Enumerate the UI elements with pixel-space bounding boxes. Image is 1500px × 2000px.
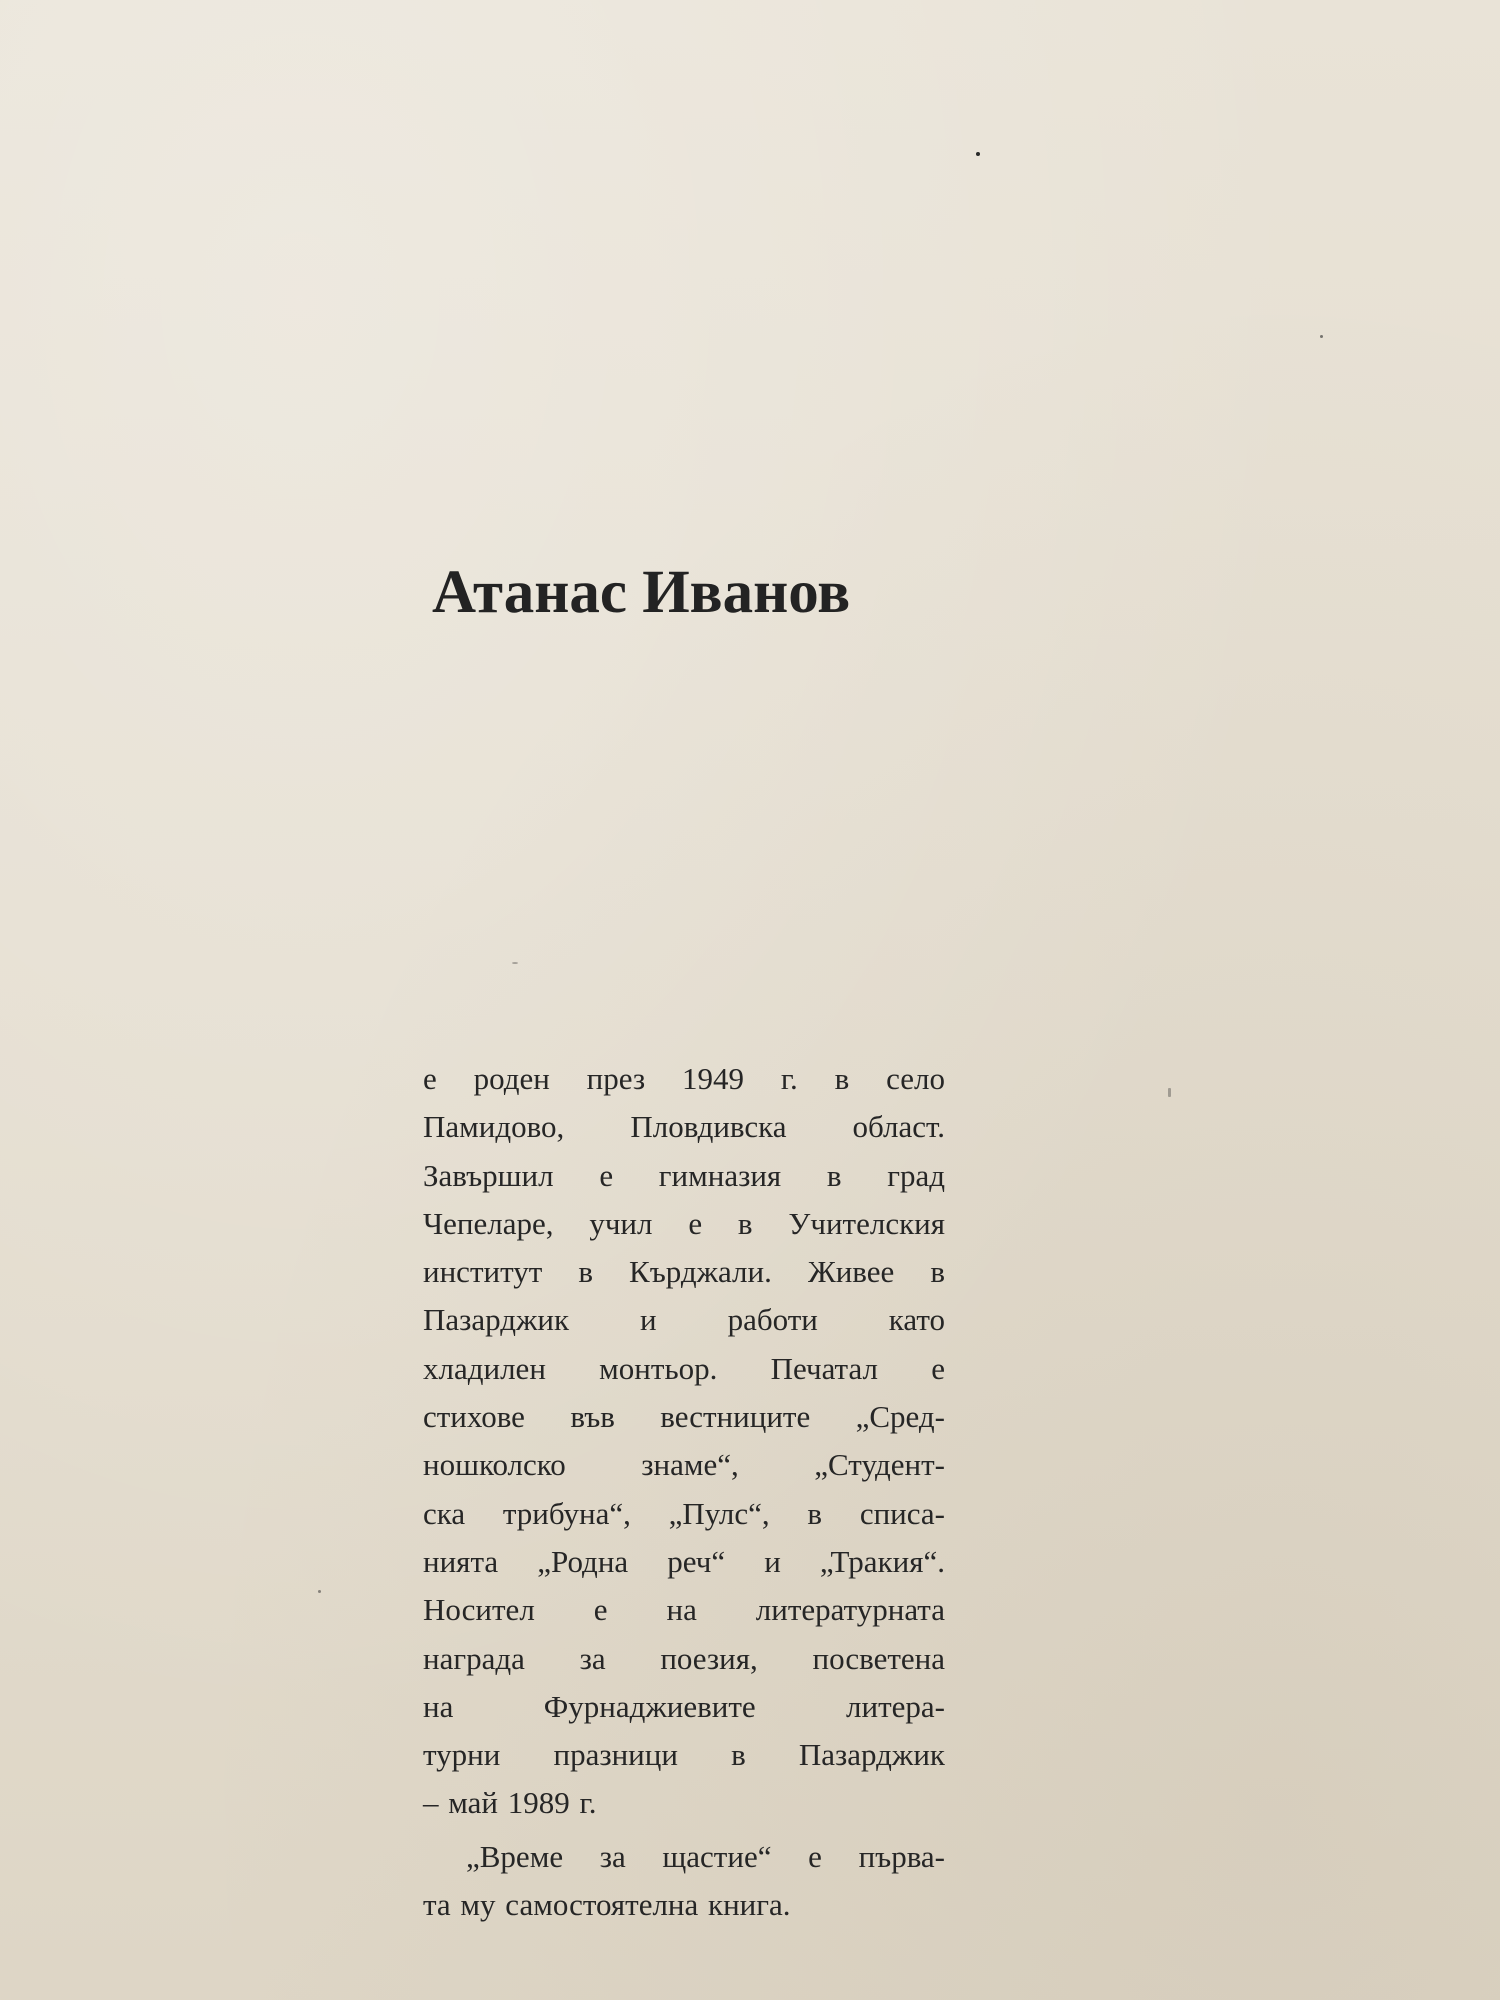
paper-speck (1320, 335, 1323, 338)
author-biography (423, 1055, 945, 1929)
bio-line: институт в Кърджали. Живее в (423, 1254, 945, 1290)
bio-line: Носител е на литературната (423, 1592, 945, 1628)
bio-line: – май 1989 г. (423, 1785, 597, 1821)
bio-line: нията „Родна реч“ и „Тракия“. (423, 1543, 945, 1579)
bio-line: Завършил е гимназия в град (423, 1157, 945, 1193)
paper-speck (512, 962, 518, 964)
bio-line: ношколско знаме“, „Студент- (423, 1447, 945, 1483)
bio-line: е роден през 1949 г. в село (423, 1061, 945, 1096)
bio-line: Чепеларе, учил е в Учителския (423, 1205, 945, 1241)
bio-line: турни празници в Пазарджик (423, 1737, 945, 1773)
bio-line: Пазарджик и работи като (423, 1302, 945, 1338)
bio-line: на Фурнаджиевите литера- (423, 1688, 945, 1724)
paper-speck (1168, 1088, 1171, 1097)
bio-line: Памидово, Пловдивска област. (423, 1109, 945, 1145)
paper-speck (976, 152, 980, 156)
bio-line: хладилен монтьор. Печатал е (423, 1350, 945, 1386)
bio-line: та му самостоятелна книга. (423, 1887, 791, 1923)
author-name: Атанас Иванов (432, 559, 851, 626)
bio-line: ска трибуна“, „Пулс“, в списа- (423, 1495, 945, 1531)
paper-speck (318, 1590, 321, 1593)
bio-line: награда за поезия, посветена (423, 1640, 945, 1676)
bio-line: „Време за щастие“ е първа- (466, 1838, 945, 1874)
bio-line: стихове във вестниците „Сред- (423, 1399, 945, 1435)
